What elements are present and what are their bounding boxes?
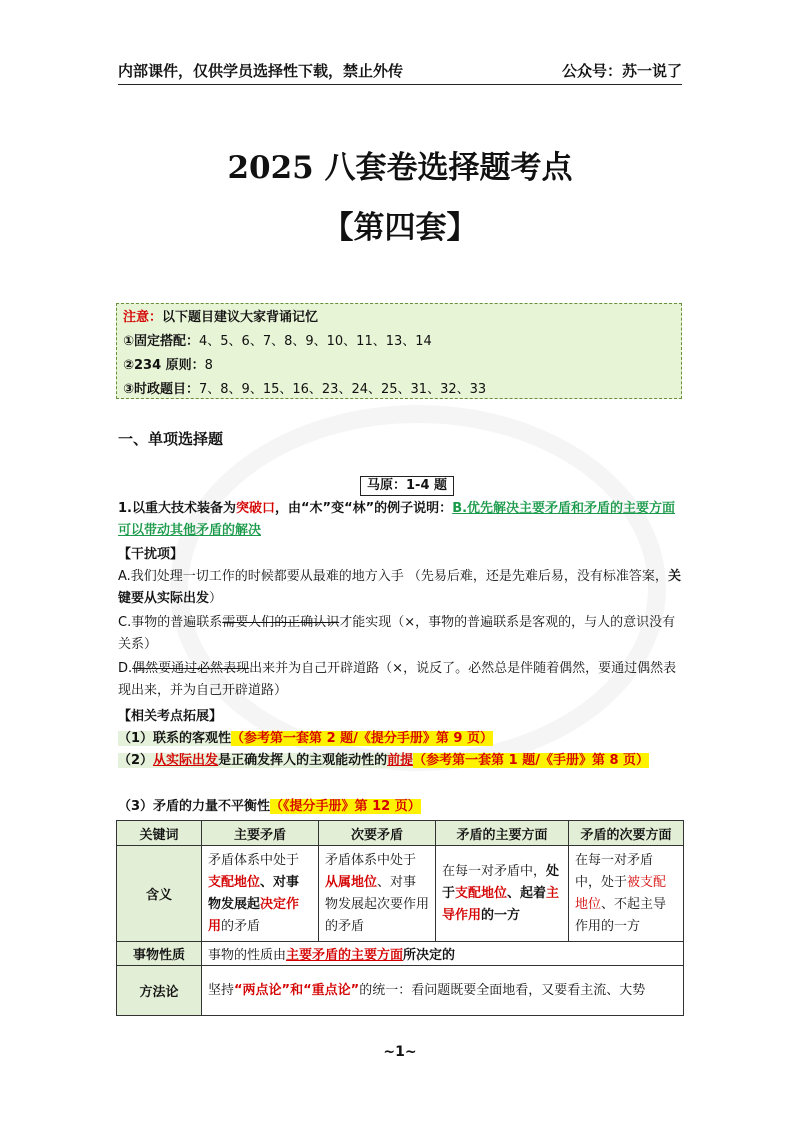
option-c-text-a: C.事物的普遍联系	[118, 615, 223, 630]
note-line2: 8	[204, 358, 213, 373]
cell-text: 所决定的	[403, 948, 456, 963]
ext1-text: （1）联系的客观性	[118, 731, 232, 746]
option-c-strike: 需要人们的正确认识	[222, 615, 340, 630]
option-a-key: 关键要从实际出发	[118, 569, 681, 606]
cell-text: 矛盾体系中处于	[325, 852, 417, 868]
table-cell	[202, 942, 684, 966]
page-title: 2025 八套卷选择题考点	[227, 150, 573, 186]
table-cell	[319, 846, 436, 942]
extension-2	[118, 750, 649, 772]
question-1	[118, 498, 684, 542]
cell-text: 被支配地位	[575, 874, 667, 912]
row-key: 含义	[117, 846, 202, 942]
note-line1: 4、5、6、7、8、9、10、11、13、14	[199, 334, 432, 349]
cell-text: 决定作用	[208, 896, 300, 934]
ext2-b: 从实际出发	[153, 753, 219, 768]
table-cell	[569, 846, 684, 942]
cell-text: 坚持	[208, 982, 235, 998]
q1-text-a: 1.以重大技术装备为	[118, 501, 236, 516]
ext2-a: （2）	[118, 753, 154, 768]
table-header: 矛盾的次要方面	[569, 821, 684, 846]
cell-text: 主导作用	[442, 885, 560, 923]
topic-tag: 马原：1-4 题	[360, 476, 454, 496]
option-d-text-a: D.	[118, 661, 133, 676]
note-box	[116, 303, 682, 399]
note-line1-label: ①固定搭配：	[123, 334, 200, 349]
ext3-ref: （《提分手册》第 12 页）	[270, 799, 421, 814]
q1-text-b: 突破口	[235, 501, 275, 516]
option-a-text: A.我们处理一切工作的时候都要从最难的地方入手 （先易后难，还是先难后易，没有标准答案，	[118, 569, 668, 584]
cell-text: “两点论”和“重点论”	[234, 982, 360, 998]
option-c	[118, 612, 684, 656]
cell-text: 的统一：看问题既要全面地看，又要看主流、大势	[359, 982, 646, 998]
note-line2-label: ②234 原则：	[123, 358, 205, 373]
distractor-title: 【干扰项】	[118, 547, 184, 562]
table-header: 矛盾的主要方面	[436, 821, 569, 846]
page-number: ~1~	[383, 1044, 417, 1060]
cell-text: 在每一对矛盾中，处于	[575, 852, 654, 890]
note-text: 以下题目建议大家背诵记忆	[162, 310, 319, 325]
header-left-text: 内部课件，仅供学员选择性下载，禁止外传	[118, 62, 404, 80]
ext2-d: 前提	[387, 753, 414, 768]
ext2-c: 是正确发挥人的主观能动性的	[218, 753, 388, 768]
row-key: 事物性质	[117, 942, 202, 966]
option-d-strike: 偶然要通过必然表现	[132, 661, 250, 676]
option-d	[118, 658, 684, 702]
extension-title: 【相关考点拓展】	[118, 709, 223, 724]
header-right-text: 公众号：苏一说了	[561, 62, 682, 80]
cell-text: 、对事物发展起次要作用的矛盾	[325, 874, 430, 934]
page-subtitle: 【第四套】	[322, 210, 478, 246]
cell-text: 事物的性质由	[208, 948, 287, 963]
cell-text: 支配地位	[455, 885, 508, 901]
option-a	[118, 566, 684, 610]
table-row	[117, 846, 684, 942]
cell-text: 处于	[442, 863, 560, 901]
table-cell	[202, 966, 684, 1016]
cell-text: 、不起主导作用的一方	[575, 896, 667, 934]
section-heading: 一、单项选择题	[118, 430, 224, 448]
ext2-ref: （参考第一套第 1 题/《手册》第 8 页）	[413, 753, 650, 768]
table-header: 主要矛盾	[202, 821, 319, 846]
note-line3-label: ③时政题目：	[123, 382, 200, 397]
table-row	[117, 966, 684, 1016]
cell-text: 从属地位	[325, 874, 378, 890]
row-key: 方法论	[117, 966, 202, 1016]
cell-text: 支配地位	[208, 874, 261, 890]
cell-text: 在每一对矛盾中，	[442, 863, 547, 879]
cell-text: 、起着	[507, 885, 547, 901]
option-d-text-b: 出来并为自己开辟道路（×，说反了。必然总是伴随着偶然，要通过偶然表现出来，并为自己开辟道路）	[118, 661, 677, 698]
table-header: 关键词	[117, 821, 202, 846]
contradiction-table	[116, 820, 684, 1016]
note-line3: 7、8、9、15、16、23、24、25、31、32、33	[199, 382, 487, 397]
cell-text: 的一方	[481, 907, 521, 923]
extension-1	[118, 728, 493, 750]
page-header	[118, 60, 682, 85]
table-cell	[202, 846, 319, 942]
table-header-row	[117, 821, 684, 846]
option-c-text-b: 才能实现（×，事物的普遍联系是客观的，与人的意识没有关系）	[118, 615, 676, 652]
table-cell	[436, 846, 569, 942]
option-a-end: ）	[209, 591, 223, 606]
extension-3	[118, 796, 421, 818]
table-row	[117, 942, 684, 966]
ext3-text: （3）矛盾的力量不平衡性	[118, 799, 271, 814]
q1-text-c: ，由“木”变“林”的例子说明：	[275, 501, 453, 516]
table-header: 次要矛盾	[319, 821, 436, 846]
q1-answer: B.优先解决主要矛盾和矛盾的主要方面可以带动其他矛盾的解决	[118, 501, 676, 538]
cell-text: 矛盾体系中处于	[208, 852, 300, 868]
ext1-ref: （参考第一套第 2 题/《提分手册》第 9 页）	[231, 731, 493, 746]
cell-text: 主要矛盾的主要方面	[286, 948, 404, 963]
cell-text: 的矛盾	[221, 918, 261, 934]
cell-text: 、对事物发展起	[208, 874, 300, 912]
note-label: 注意：	[123, 310, 163, 325]
